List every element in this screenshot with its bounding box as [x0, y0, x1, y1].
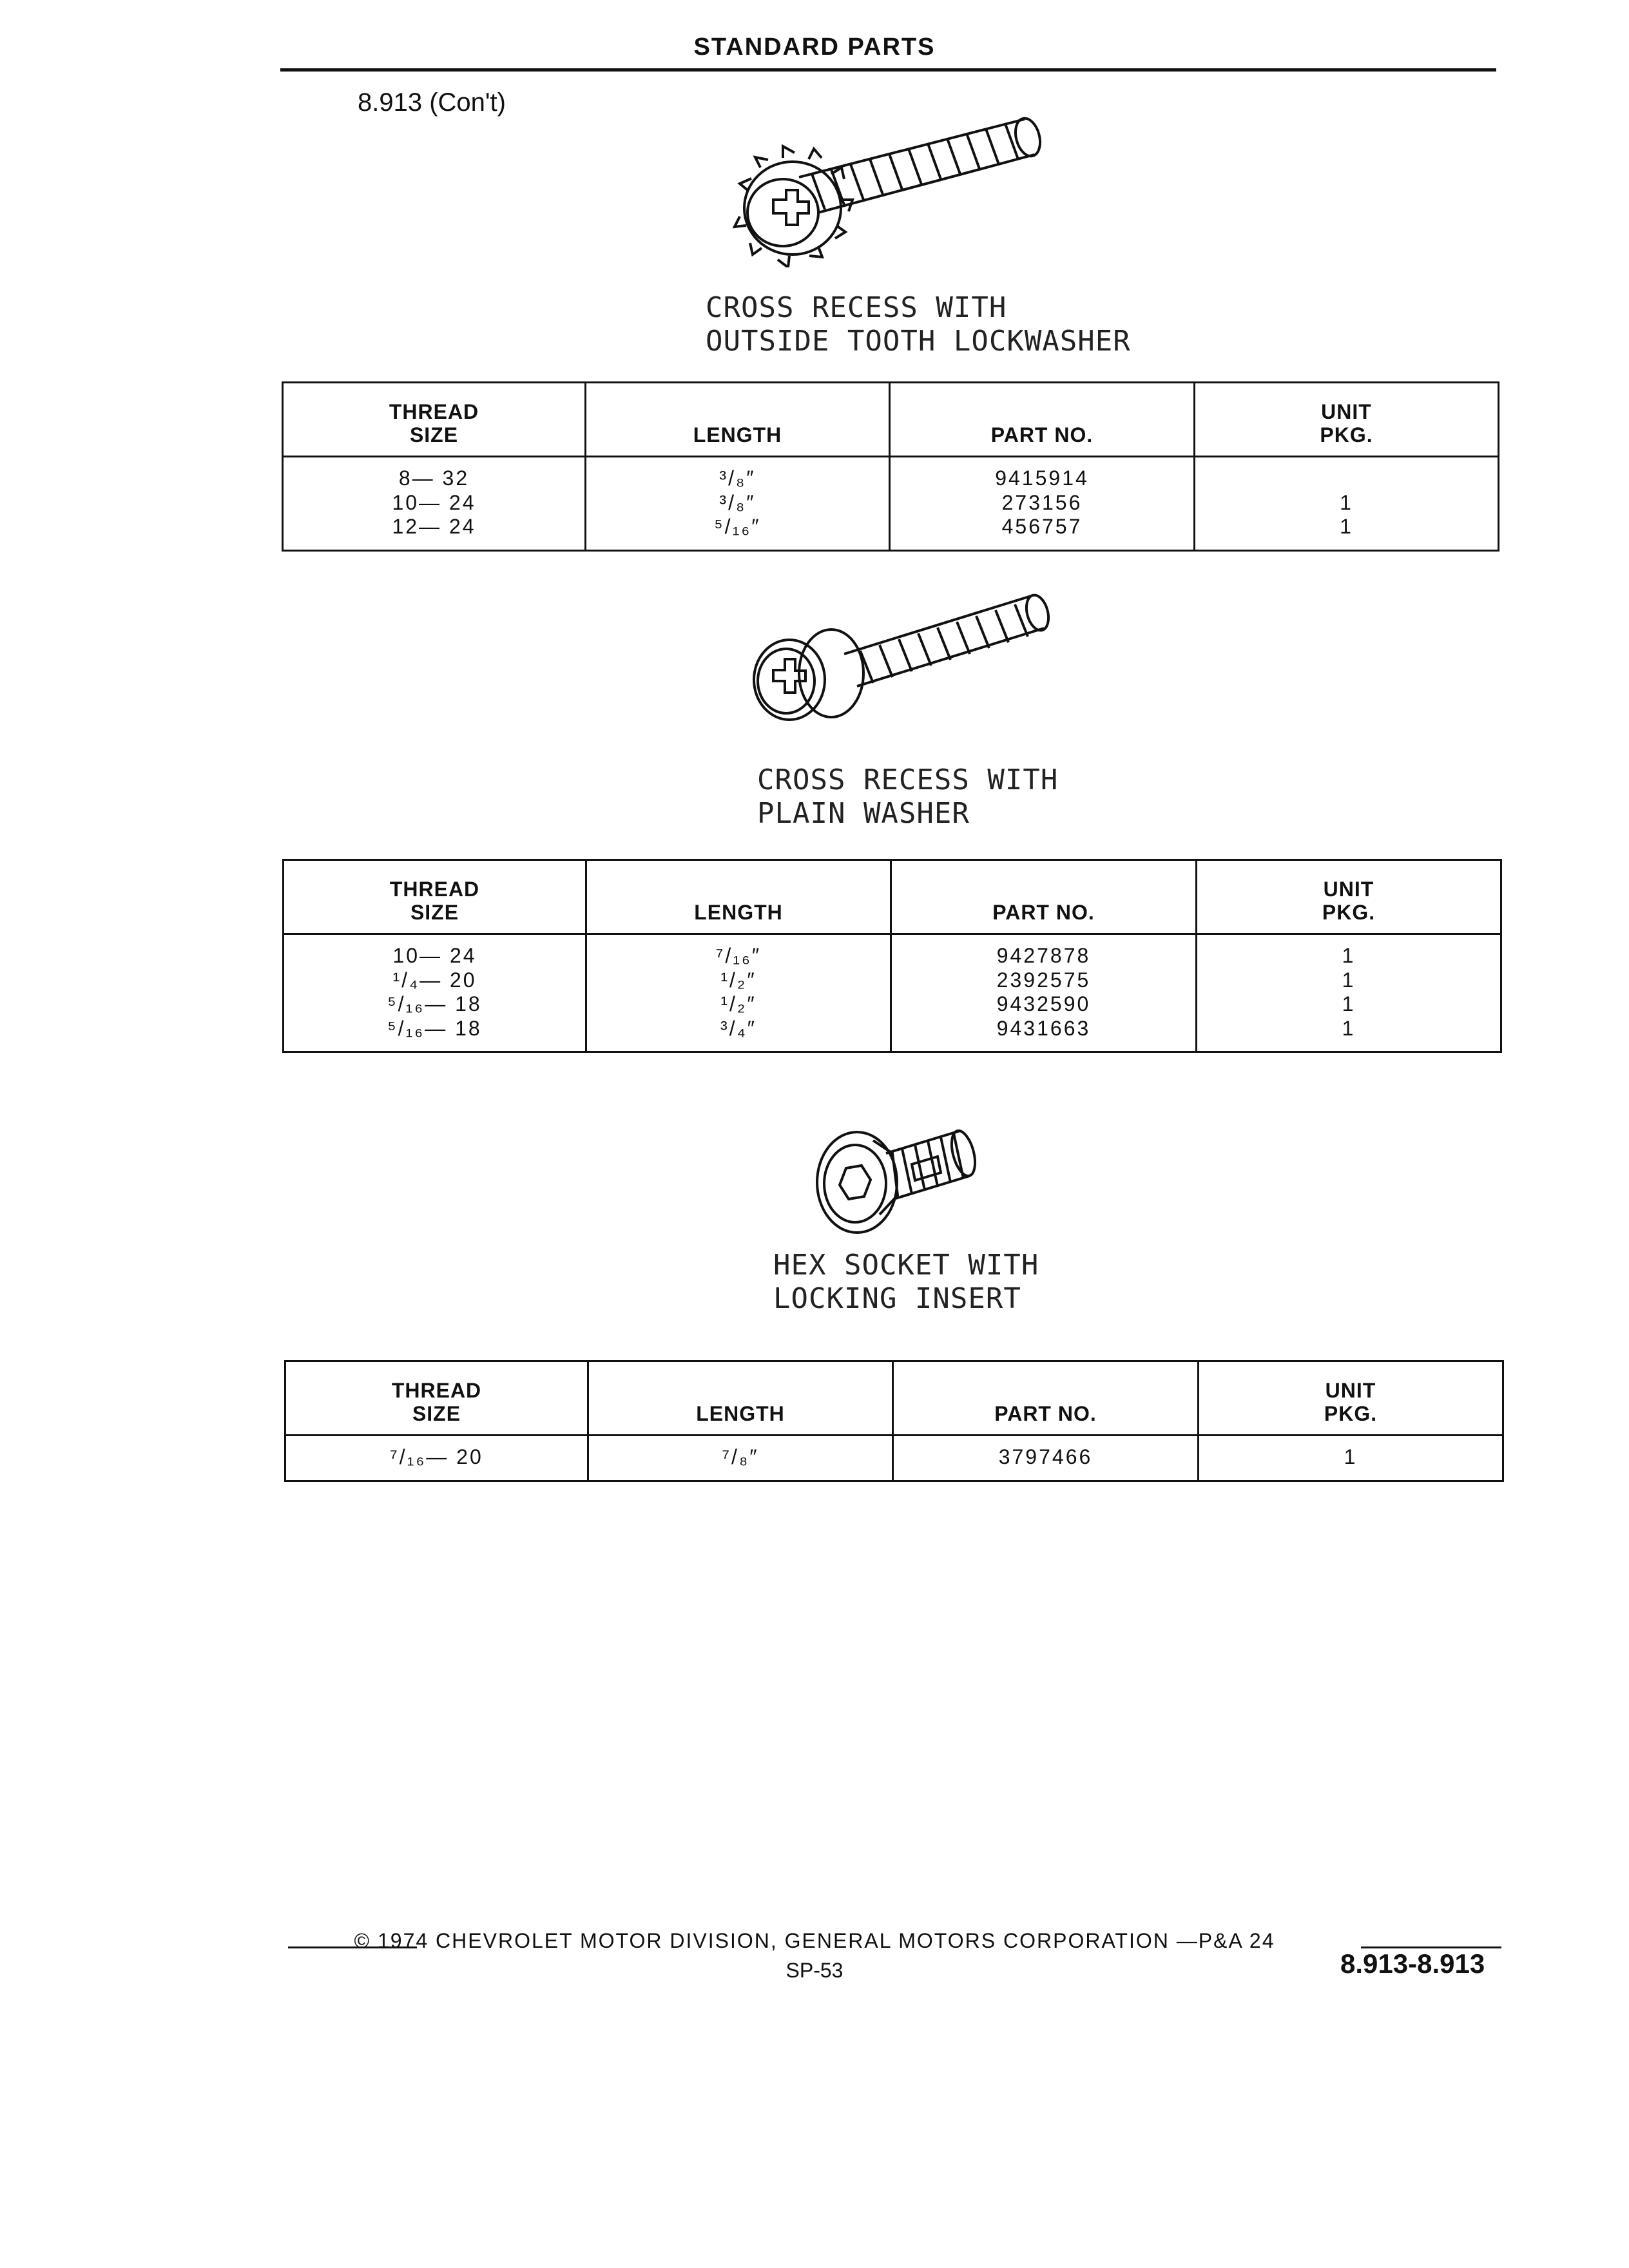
section-number: 8.913 (Con't)	[358, 88, 506, 117]
unit-pkg: 1	[1342, 968, 1356, 992]
page-title: STANDARD PARTS	[693, 34, 936, 61]
col-unit-pkg	[1195, 383, 1499, 457]
col-length	[588, 1361, 893, 1436]
screw-plain-washer-icon	[747, 577, 1057, 735]
part-number: 9432590	[996, 992, 1091, 1015]
col-label-line: SIZE	[412, 1402, 461, 1425]
caption-line: HEX SOCKET WITH	[773, 1249, 1039, 1282]
col-unit-pkg	[1197, 860, 1501, 934]
section-range: 8.913-8.913	[1340, 1948, 1485, 1979]
col-label-line: THREAD	[389, 400, 479, 423]
table-row	[285, 1436, 1503, 1481]
col-label: PART NO.	[990, 423, 1094, 447]
length: ¹/₂″	[720, 992, 757, 1015]
length-cell	[588, 1436, 893, 1481]
col-label-line: SIZE	[409, 423, 459, 447]
col-label: PART NO.	[994, 1402, 1097, 1425]
unit-pkg: 1	[1342, 992, 1356, 1015]
thread-size: 12— 24	[392, 515, 476, 538]
pkg-cell	[1199, 1436, 1503, 1481]
hex-socket-screw-icon	[809, 1118, 983, 1237]
length: ⁷/₁₆″	[715, 944, 762, 967]
unit-pkg	[1195, 466, 1498, 491]
length-cell	[586, 934, 891, 1052]
part-number: 9427878	[996, 944, 1091, 967]
col-label	[286, 1379, 587, 1425]
col-label	[1195, 400, 1498, 447]
col-label: LENGTH	[696, 1402, 785, 1425]
col-label-line: UNIT	[1321, 400, 1372, 423]
thread-cell	[283, 457, 586, 551]
table-row	[284, 934, 1501, 1052]
col-label-line: SIZE	[410, 901, 459, 924]
thread-cell	[284, 934, 586, 1052]
col-label-line: THREAD	[389, 878, 480, 901]
thread-size: 8— 32	[398, 466, 470, 490]
col-label	[1197, 878, 1500, 924]
col-thread-size	[284, 860, 586, 934]
thread-size: ⁷/₁₆— 20	[390, 1445, 483, 1468]
part-number: 3797466	[998, 1445, 1093, 1468]
part-cell	[891, 934, 1197, 1052]
col-unit-pkg	[1199, 1361, 1503, 1436]
length: ⁷/₈″	[722, 1445, 759, 1468]
length: ¹/₂″	[720, 968, 757, 992]
thread-cell	[285, 1436, 588, 1481]
part-number: 9431663	[996, 1016, 1091, 1040]
col-length	[586, 860, 891, 934]
unit-pkg: 1	[1342, 1016, 1356, 1040]
caption-line: PLAIN WASHER	[757, 797, 970, 830]
caption-line: LOCKING INSERT	[773, 1282, 1021, 1315]
col-part-no	[890, 383, 1195, 457]
col-label-line: PKG.	[1322, 901, 1376, 924]
col-part-no	[891, 860, 1197, 934]
col-label-line: THREAD	[391, 1379, 482, 1402]
col-part-no	[893, 1361, 1199, 1436]
thread-size: 10— 24	[392, 944, 477, 967]
col-label-line: PKG.	[1324, 1402, 1378, 1425]
table-row	[283, 457, 1499, 551]
col-label	[284, 400, 584, 447]
length: ⁵/₁₆″	[714, 515, 761, 538]
parts-table-1	[282, 381, 1499, 552]
col-label-line: UNIT	[1323, 878, 1374, 901]
length: ³/₈″	[719, 490, 756, 514]
caption-line: CROSS RECESS WITH	[706, 291, 1007, 324]
parts-table-3	[284, 1360, 1504, 1482]
col-thread-size	[283, 383, 586, 457]
screw-lockwasher-icon	[722, 93, 1057, 267]
col-label	[284, 878, 585, 924]
col-thread-size	[285, 1361, 588, 1436]
pkg-cell	[1197, 934, 1501, 1052]
col-label: LENGTH	[693, 423, 782, 447]
length-cell	[586, 457, 890, 551]
unit-pkg: 1	[1342, 944, 1356, 967]
parts-table-2	[282, 859, 1502, 1053]
caption-line: CROSS RECESS WITH	[757, 764, 1059, 796]
part-cell	[890, 457, 1195, 551]
col-label-line: PKG.	[1320, 423, 1373, 447]
thread-size: 10— 24	[392, 490, 476, 514]
col-label	[1199, 1379, 1502, 1425]
col-label-line: UNIT	[1325, 1379, 1376, 1402]
unit-pkg: 1	[1340, 515, 1353, 538]
col-label: PART NO.	[992, 901, 1095, 924]
copyright-notice: © 1974 CHEVROLET MOTOR DIVISION, GENERAL MOTORS CORPORATION —P&A 24	[354, 1929, 1275, 1952]
length: ³/₈″	[719, 466, 756, 490]
part-cell	[893, 1436, 1199, 1481]
page-number: SP-53	[786, 1959, 843, 1982]
length: ³/₄″	[720, 1016, 757, 1040]
col-label: LENGTH	[694, 901, 783, 924]
unit-pkg: 1	[1344, 1445, 1358, 1468]
unit-pkg: 1	[1340, 490, 1353, 514]
part-number: 456757	[1001, 515, 1083, 538]
thread-size: ⁵/₁₆— 18	[387, 1016, 482, 1040]
thread-size: ¹/₄— 20	[392, 968, 477, 992]
caption-table-3	[773, 1249, 1039, 1316]
header-rule	[280, 68, 1496, 72]
col-length	[586, 383, 890, 457]
part-number: 273156	[1001, 490, 1083, 514]
caption-table-2	[757, 764, 1058, 831]
caption-table-1	[706, 291, 1131, 358]
part-number: 2392575	[996, 968, 1091, 992]
part-number: 9415914	[995, 466, 1089, 490]
thread-size: ⁵/₁₆— 18	[387, 992, 482, 1015]
caption-line: OUTSIDE TOOTH LOCKWASHER	[706, 325, 1131, 358]
pkg-cell	[1195, 457, 1499, 551]
